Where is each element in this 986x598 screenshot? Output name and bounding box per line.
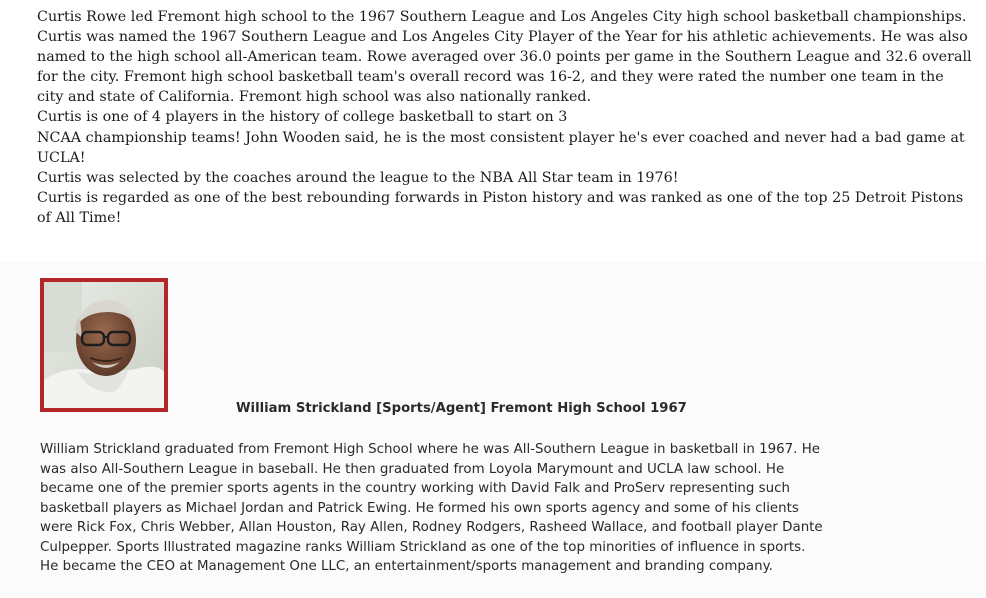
- portrait-photo: [40, 278, 168, 412]
- bio-line: city and state of California. Fremont high school was also nationally ranked.: [37, 89, 592, 106]
- bio-line: Culpepper. Sports Illustrated magazine ranks William Strickland as one of the top minorities of influence in sports.: [40, 539, 806, 555]
- bio-line: Curtis is one of 4 players in the history of college basketball to start on 3: [37, 109, 568, 126]
- bio-line: He became the CEO at Management One LLC, an entertainment/sports management and branding company.: [40, 559, 773, 574]
- bio-line: Curtis was selected by the coaches around the league to the NBA All Star team in 1976!: [37, 169, 679, 186]
- bio-line: NCAA championship teams! John Wooden said, he is the most consistent player he's ever coached and never had a bad game at: [37, 129, 965, 146]
- bio-line: Curtis Rowe led Fremont high school to the 1967 Southern League and Los Angeles City high school basketball championships.: [37, 9, 967, 25]
- bio-line: William Strickland graduated from Fremont High School where he was All-Southern League in basketball in 1967. He: [40, 442, 820, 457]
- bio-line: were Rick Fox, Chris Webber, Allan Houston, Ray Allen, Rodney Rodgers, Rasheed Wallace, and football player Dante: [40, 520, 823, 535]
- bio-line: became one of the premier sports agents in the country working with David Falk and ProServ representing such: [40, 481, 790, 496]
- portrait-image: [44, 282, 164, 408]
- bio-line: was also All-Southern League in baseball. He then graduated from Loyola Marymount and UCLA law school. He: [40, 461, 785, 477]
- bio-line: of All Time!: [37, 209, 122, 226]
- curtis-rowe-bio: [37, 7, 972, 228]
- bio-line: named to the high school all-American team. Rowe averaged over 36.0 points per game in the Southern League and 32.6 overall: [37, 49, 972, 66]
- strickland-heading: William Strickland [Sports/Agent] Fremont High School 1967: [236, 401, 687, 416]
- bio-line: Curtis is regarded as one of the best rebounding forwards in Piston history and was ranked as one of the top 25 Detroit Pistons: [37, 189, 964, 206]
- william-strickland-bio: [40, 440, 960, 577]
- bio-line: UCLA!: [37, 149, 86, 166]
- bio-line: for the city. Fremont high school basketball team's overall record was 16-2, and they were rated the number one team in the: [37, 69, 944, 86]
- bio-line: basketball players as Michael Jordan and Patrick Ewing. He formed his own sports agency and some of his clients: [40, 500, 799, 516]
- bio-line: Curtis was named the 1967 Southern League and Los Angeles City Player of the Year for his athletic achievements. He was also: [37, 29, 968, 46]
